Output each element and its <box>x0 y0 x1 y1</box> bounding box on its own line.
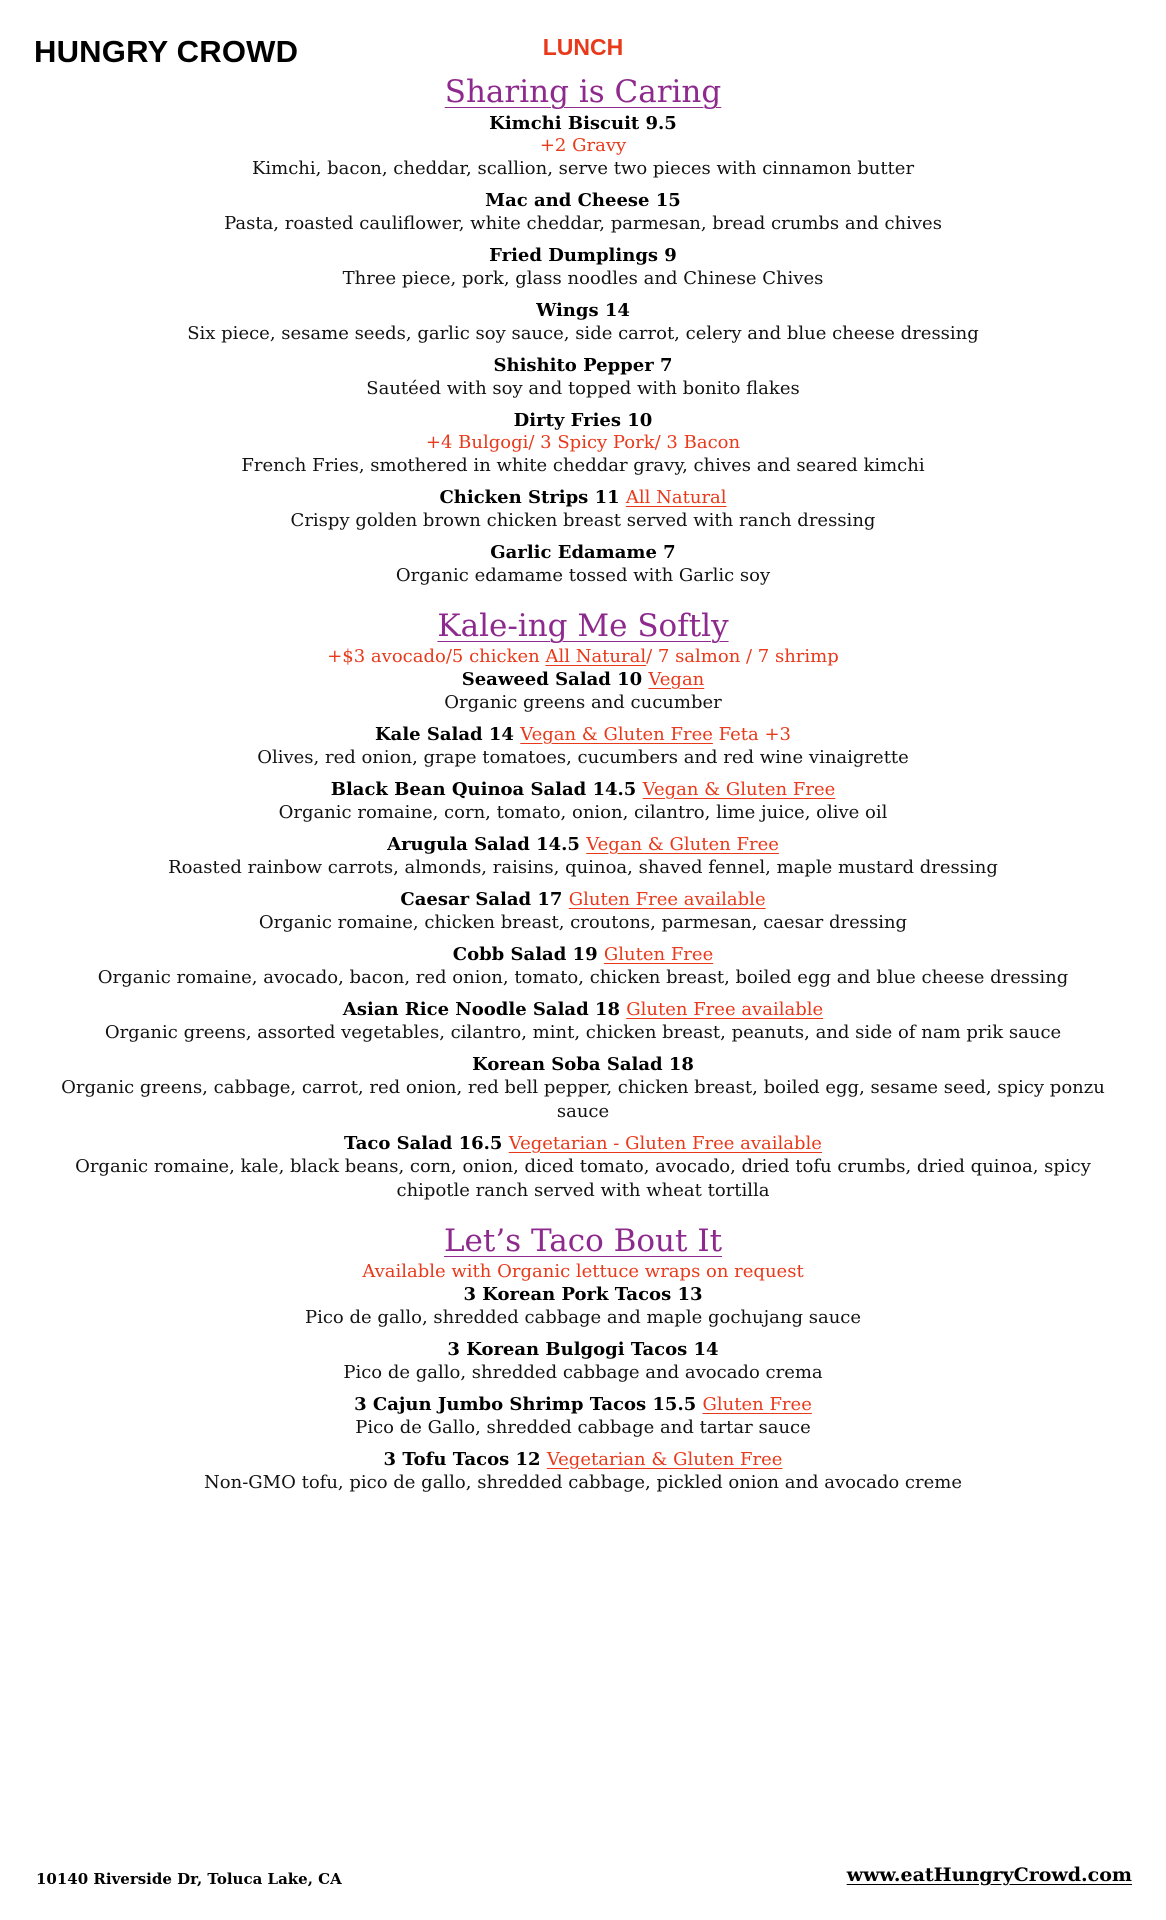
menu-item-name: 3 Korean Pork Tacos 13 <box>463 1284 703 1305</box>
menu-item-heading <box>40 723 1126 746</box>
menu-item-heading <box>40 888 1126 911</box>
menu-item-description: Pico de gallo, shredded cabbage and maple gochujang sauce <box>304 1307 862 1328</box>
menu-item <box>40 1053 1126 1124</box>
menu-item-heading <box>40 998 1126 1021</box>
dietary-tag: Vegan & Gluten Free <box>586 834 779 855</box>
section-note: Available with Organic lettuce wraps on request <box>362 1261 804 1282</box>
menu-section <box>40 1221 1126 1495</box>
menu-item-name: Kimchi Biscuit 9.5 <box>489 113 677 134</box>
menu-item-name: 3 Cajun Jumbo Shrimp Tacos 15.5 <box>354 1394 697 1415</box>
menu-item-heading <box>40 1448 1126 1471</box>
dietary-tag: Gluten Free available <box>626 999 824 1020</box>
menu-item-name: Mac and Cheese 15 <box>485 190 681 211</box>
menu-item-description: Pasta, roasted cauliflower, white cheddar, parmesan, bread crumbs and chives <box>224 213 942 234</box>
menu-item <box>40 299 1126 346</box>
menu-item <box>40 668 1126 715</box>
menu-item-heading <box>40 1053 1126 1076</box>
menu-item-heading <box>40 189 1126 212</box>
menu-item-name: Wings 14 <box>536 300 630 321</box>
menu-item <box>40 486 1126 533</box>
menu-item-heading <box>40 541 1126 564</box>
section-title: Let’s Taco Bout It <box>443 1223 723 1259</box>
menu-item <box>40 1283 1126 1330</box>
dietary-tag: Vegan & Gluten Free <box>642 779 836 800</box>
menu-item <box>40 998 1126 1045</box>
menu-item-name: Taco Salad 16.5 <box>344 1133 503 1154</box>
menu-item-name: 3 Korean Bulgogi Tacos 14 <box>447 1339 719 1360</box>
section-spacer <box>40 596 1126 606</box>
menu-item-heading <box>40 668 1126 691</box>
menu-section <box>40 606 1126 1203</box>
menu-item-name: Black Bean Quinoa Salad 14.5 <box>330 779 637 800</box>
menu-item-description: French Fries, smothered in white cheddar gravy, chives and seared kimchi <box>241 455 925 476</box>
menu-item-name: Fried Dumplings 9 <box>489 245 677 266</box>
menu-item-description: Crispy golden brown chicken breast served with ranch dressing <box>290 510 876 531</box>
menu-item-name: Cobb Salad 19 <box>452 944 598 965</box>
menu-item-heading <box>40 354 1126 377</box>
menu-item-description: Pico de gallo, shredded cabbage and avocado crema <box>343 1362 823 1383</box>
menu-item <box>40 244 1126 291</box>
section-spacer <box>40 1211 1126 1221</box>
menu-item-heading <box>40 943 1126 966</box>
menu-item-heading <box>40 1338 1126 1361</box>
menu-item-heading <box>40 112 1126 135</box>
menu-item-addon: +4 Bulgogi/ 3 Spicy Pork/ 3 Bacon <box>425 432 741 453</box>
dietary-tag: Gluten Free <box>702 1394 812 1415</box>
menu-item-name: Garlic Edamame 7 <box>490 542 676 563</box>
dietary-tag: Vegan <box>648 669 705 690</box>
menu-item-heading <box>40 1393 1126 1416</box>
menu-item-description: Organic greens, assorted vegetables, cilantro, mint, chicken breast, peanuts, and side of nam prik sauce <box>104 1022 1062 1043</box>
menu-item-heading <box>40 299 1126 322</box>
menu-item-description: Organic romaine, avocado, bacon, red onion, tomato, chicken breast, boiled egg and blue cheese dressing <box>97 967 1069 988</box>
dietary-tag: All Natural <box>625 487 727 508</box>
menu-item-name: Korean Soba Salad 18 <box>472 1054 694 1075</box>
dietary-tag: Vegetarian & Gluten Free <box>546 1449 783 1470</box>
menu-item-name: Dirty Fries 10 <box>513 410 653 431</box>
menu-item-description: Organic romaine, corn, tomato, onion, cilantro, lime juice, olive oil <box>278 802 888 823</box>
menu-item-description: Organic greens and cucumber <box>444 692 722 713</box>
brand-name: HUNGRY CROWD <box>34 34 299 69</box>
menu-item <box>40 409 1126 478</box>
menu-item-addon: +2 Gravy <box>539 135 627 156</box>
menu-item-description: Six piece, sesame seeds, garlic soy sauce, side carrot, celery and blue cheese dressing <box>187 323 979 344</box>
menu-item-name: Asian Rice Noodle Salad 18 <box>342 999 620 1020</box>
dietary-tag: Gluten Free available <box>568 889 766 910</box>
menu-item-name: Seaweed Salad 10 <box>461 669 643 690</box>
section-note-part: +$3 avocado/5 chicken <box>327 646 546 667</box>
meal-period-title: LUNCH <box>542 34 624 60</box>
menu-item-name: Chicken Strips 11 <box>439 487 620 508</box>
menu-item-heading <box>40 1283 1126 1306</box>
menu-item-heading <box>40 486 1126 509</box>
restaurant-address: 10140 Riverside Dr, Toluca Lake, CA <box>36 1870 342 1888</box>
section-note <box>40 646 1126 668</box>
dietary-tag: Gluten Free <box>603 944 714 965</box>
menu-item-name: Caesar Salad 17 <box>400 889 563 910</box>
menu-item-description: Sautéed with soy and topped with bonito flakes <box>366 378 800 399</box>
menu-item <box>40 541 1126 588</box>
section-title: Sharing is Caring <box>444 74 722 110</box>
menu-item <box>40 1448 1126 1495</box>
menu-item-heading <box>40 833 1126 856</box>
menu-item <box>40 1393 1126 1440</box>
menu-item-name: 3 Tofu Tacos 12 <box>383 1449 541 1470</box>
menu-item <box>40 1132 1126 1203</box>
menu-item-description: Kimchi, bacon, cheddar, scallion, serve two pieces with cinnamon butter <box>251 158 915 179</box>
menu-item-name: Arugula Salad 14.5 <box>387 834 580 855</box>
section-note-part: All Natural <box>545 646 647 667</box>
menu-item-extra: Feta +3 <box>712 724 791 745</box>
website-link[interactable]: www.eatHungryCrowd.com <box>846 1864 1132 1886</box>
menu-item-heading <box>40 244 1126 267</box>
menu-item <box>40 833 1126 880</box>
menu-item-description: Three piece, pork, glass noodles and Chinese Chives <box>342 268 824 289</box>
menu-item <box>40 888 1126 935</box>
menu-item-description: Organic romaine, kale, black beans, corn, onion, diced tomato, avocado, dried tofu crumbs, dried quinoa, spicy chipotle ranch served with wheat tortilla <box>75 1156 1091 1201</box>
menu-item-name: Kale Salad 14 <box>375 724 514 745</box>
menu-item-description: Organic romaine, chicken breast, croutons, parmesan, caesar dressing <box>258 912 908 933</box>
menu-item-heading <box>40 409 1126 432</box>
section-title: Kale-ing Me Softly <box>437 608 729 644</box>
menu-item <box>40 354 1126 401</box>
menu-item-description: Olives, red onion, grape tomatoes, cucumbers and red wine vinaigrette <box>257 747 909 768</box>
menu-item-description: Non-GMO tofu, pico de gallo, shredded cabbage, pickled onion and avocado creme <box>204 1472 962 1493</box>
section-note-part: / 7 salmon / 7 shrimp <box>646 646 839 667</box>
dietary-tag: Vegetarian - Gluten Free available <box>508 1133 822 1154</box>
menu-item <box>40 943 1126 990</box>
menu-section <box>40 72 1126 588</box>
menu-item <box>40 1338 1126 1385</box>
menu-body <box>40 72 1126 1503</box>
dietary-tag: Vegan & Gluten Free <box>520 724 713 745</box>
menu-item <box>40 723 1126 770</box>
menu-item <box>40 189 1126 236</box>
menu-item-name: Shishito Pepper 7 <box>493 355 673 376</box>
menu-item <box>40 112 1126 181</box>
menu-item-heading <box>40 1132 1126 1155</box>
menu-item-description: Organic edamame tossed with Garlic soy <box>395 565 771 586</box>
menu-item <box>40 778 1126 825</box>
menu-item-description: Organic greens, cabbage, carrot, red onion, red bell pepper, chicken breast, boiled egg, sesame seed, spicy ponzu sauce <box>61 1077 1105 1122</box>
menu-item-description: Pico de Gallo, shredded cabbage and tartar sauce <box>355 1417 811 1438</box>
menu-item-description: Roasted rainbow carrots, almonds, raisins, quinoa, shaved fennel, maple mustard dressing <box>168 857 998 878</box>
menu-item-heading <box>40 778 1126 801</box>
